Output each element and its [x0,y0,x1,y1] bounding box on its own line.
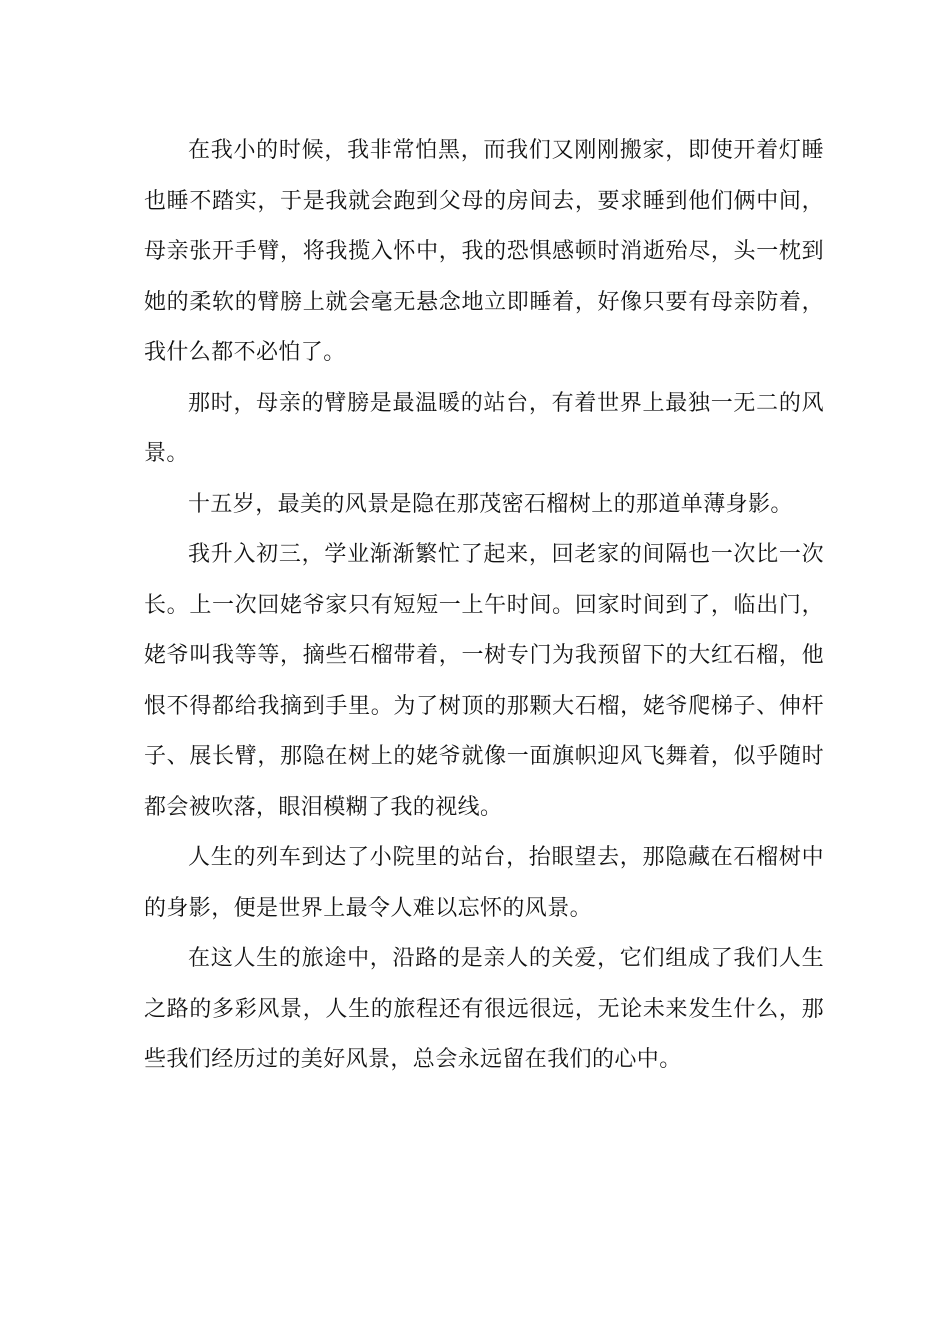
paragraph-2: 那时，母亲的臂膀是最温暖的站台，有着世界上最独一无二的风景。 [144,390,824,466]
paragraph-4: 我升入初三，学业渐渐繁忙了起来，回老家的间隔也一次比一次长。上一次回姥爷家只有短短一上午时间。回家时间到了，临出门，姥爷叫我等等，摘些石榴带着，一树专门为我预留下的大红石榴，他恨不得都给我摘到手里。为了树顶的那颗大石榴，姥爷爬梯子、伸杆子、展长臂，那隐在树上的姥爷就像一面旗帜迎风飞舞着，似乎随时都会被吹落，眼泪模糊了我的视线。 [144,542,824,820]
paragraph-5: 人生的列车到达了小院里的站台，抬眼望去，那隐藏在石榴树中的身影，便是世界上最令人难以忘怀的风景。 [144,845,824,921]
paragraph-3: 十五岁，最美的风景是隐在那茂密石榴树上的那道单薄身影。 [188,491,793,517]
paragraph-6: 在这人生的旅途中，沿路的是亲人的关爱，它们组成了我们人生之路的多彩风景，人生的旅程还有很远很远，无论未来发生什么，那些我们经历过的美好风景，总会永远留在我们的心中。 [144,946,824,1072]
document-body [144,126,824,1086]
paragraph-1: 在我小的时候，我非常怕黑，而我们又刚刚搬家，即使开着灯睡也睡不踏实，于是我就会跑到父母的房间去，要求睡到他们俩中间，母亲张开手臂，将我揽入怀中，我的恐惧感顿时消逝殆尽，头一枕到她的柔软的臂膀上就会毫无悬念地立即睡着，好像只要有母亲防着，我什么都不必怕了。 [144,138,824,365]
